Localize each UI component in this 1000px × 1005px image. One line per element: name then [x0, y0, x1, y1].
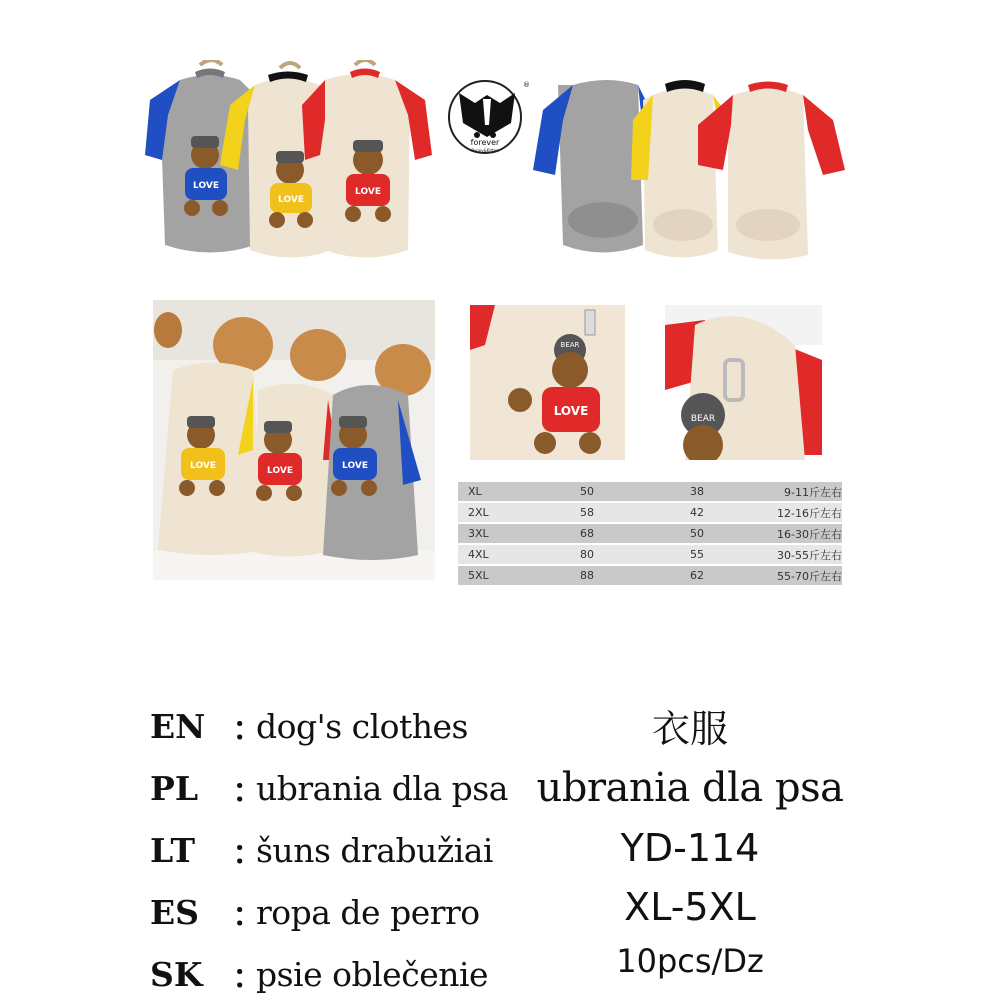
language-text: ropa de perro [256, 892, 480, 932]
logo-brand: forever [470, 138, 500, 147]
print-love-4: LOVE [190, 461, 216, 471]
language-text: dog's clothes [256, 706, 468, 746]
size-cell: 2XL [468, 506, 489, 519]
print-love-6: LOVE [342, 461, 368, 471]
size-cell: 5XL [468, 569, 489, 582]
language-colon: ： [232, 832, 265, 872]
language-code: SK [150, 954, 203, 994]
size-cell: 55 [690, 548, 704, 561]
size-cell: 12-16斤左右 [777, 506, 842, 520]
sweaters-front-illustration [140, 60, 440, 265]
language-row-es [150, 881, 510, 943]
size-row [458, 501, 842, 522]
logo-sub: Puppy&Kitten [471, 148, 499, 153]
print-love-3: LOVE [355, 187, 381, 197]
size-cell: 50 [580, 485, 594, 498]
product-size-range: XL-5XL [624, 885, 756, 929]
product-photo-front [140, 60, 440, 265]
detail-photo-print [470, 305, 625, 460]
language-code: ES [150, 892, 199, 932]
product-name-cn: 衣服 [651, 707, 728, 751]
print-bear-2: BEAR [690, 414, 716, 424]
size-row [458, 564, 842, 585]
size-cell: 68 [580, 527, 594, 540]
language-colon: ： [232, 770, 265, 810]
size-cell: 16-30斤左右 [777, 527, 842, 541]
language-text: psie oblečenie [256, 954, 489, 994]
size-cell: 88 [580, 569, 594, 582]
size-cell: 38 [690, 485, 704, 498]
svg-text:®: ® [523, 81, 530, 89]
language-row-en [150, 695, 510, 757]
detail-photo-collar [665, 305, 822, 460]
language-row-pl [150, 757, 510, 819]
sweaters-back-illustration [533, 70, 848, 260]
language-code: PL [150, 768, 199, 808]
size-cell: 62 [690, 569, 704, 582]
print-love-1: LOVE [193, 181, 219, 191]
language-code: LT [150, 830, 196, 870]
language-text: ubrania dla psa [256, 768, 508, 808]
size-chart [458, 480, 842, 585]
print-love-2: LOVE [278, 195, 304, 205]
product-photo-back [533, 70, 848, 260]
size-row [458, 522, 842, 543]
product-code: YD-114 [620, 826, 760, 870]
product-name-pl: ubrania dla psa [536, 765, 844, 811]
size-row [458, 543, 842, 564]
size-cell: XL [468, 485, 482, 498]
dogs-wearing-photo [153, 300, 435, 580]
size-row [458, 480, 842, 501]
size-cell: 9-11斤左右 [784, 485, 842, 499]
bear-print-closeup [470, 305, 625, 460]
product-packing: 10pcs/Dz [616, 942, 764, 980]
language-code: EN [150, 706, 206, 746]
language-colon: ： [232, 956, 265, 996]
size-cell: 50 [690, 527, 704, 540]
print-bear-1: BEAR [560, 341, 580, 349]
print-love-5: LOVE [267, 466, 293, 476]
size-cell: 4XL [468, 548, 489, 561]
size-cell: 58 [580, 506, 594, 519]
language-text: šuns drabužiai [256, 830, 493, 870]
brand-logo [445, 75, 530, 160]
print-love-7: LOVE [553, 404, 589, 418]
language-list [150, 695, 510, 1005]
language-colon: ： [232, 708, 265, 748]
language-colon: ： [232, 894, 265, 934]
product-info [515, 700, 865, 986]
size-cell: 3XL [468, 527, 489, 540]
size-cell: 80 [580, 548, 594, 561]
size-cell: 30-55斤左右 [777, 548, 842, 562]
dog-cat-logo-icon [445, 75, 530, 160]
size-cell: 42 [690, 506, 704, 519]
language-row-sk [150, 943, 510, 1005]
size-cell: 55-70斤左右 [777, 569, 842, 583]
language-row-lt [150, 819, 510, 881]
dogs-illustration [153, 300, 435, 580]
collar-closeup [665, 305, 822, 460]
